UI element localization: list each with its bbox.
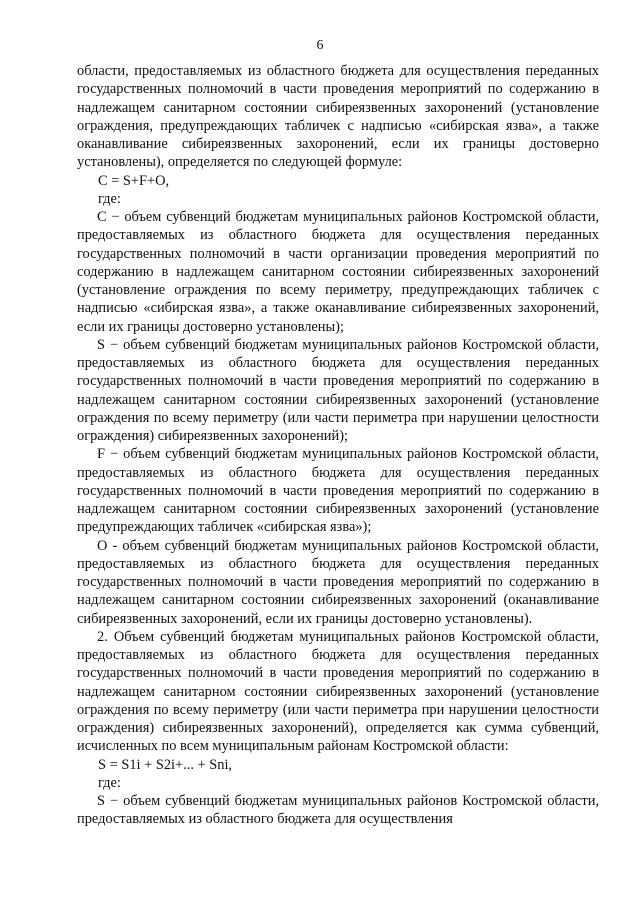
formula-total: С = S+F+O,: [98, 172, 170, 189]
definition-s: S − объем субвенций бюджетам муниципальных районов Костромской области, предоставляемых из областного бюджета для осуществления переданных государственных полномочий в части проведения мероприятий по содержанию в надлежащем санитарном состоянии сибиреязвенных захоронений (установление ограждения по всему периметру (или части периметра при нарушении целостности ограждения) сибиреязвенных захоронений);: [77, 336, 599, 444]
definition-f: F − объем субвенций бюджетам муниципальных районов Костромской области, предоставляемых из областного бюджета для осуществления переданных государственных полномочий в части проведения мероприятий по содержанию в надлежащем санитарном состоянии сибиреязвенных захоронений (установление предупреждающих табличек «сибирская язва»);: [77, 446, 599, 536]
formula-sum: S = S1i + S2i+... + Sni,: [98, 756, 233, 773]
where-label-2: где:: [98, 774, 121, 791]
definition-c: С − объем субвенций бюджетам муниципальных районов Костромской области, предоставляемых из областного бюджета для осуществления переданных государственных полномочий в части организации проведения мероприятий по содержанию в надлежащем санитарном состоянии сибиреязвенных захоронений (установление ограждения по всему периметру, предупреждающих табличек с надписью «сибирская язва», а также оканавливание сибиреязвенных захоронений, если их границы достоверно установлены);: [77, 209, 599, 335]
definition-o: О - объем субвенций бюджетам муниципальных районов Костромской области, предоставляемых из областного бюджета для осуществления переданных государственных полномочий в части проведения мероприятий по содержанию в надлежащем санитарном состоянии сибиреязвенных захоронений (оканавливание сибиреязвенных захоронений, если их границы достоверно установлены).: [77, 537, 599, 627]
page-number: 6: [316, 38, 324, 53]
paragraph-item-2: 2. Объем субвенций бюджетам муниципальных районов Костромской области, предоставляемых из областного бюджета для осуществления переданных государственных полномочий в части проведения мероприятий по содержанию в надлежащем санитарном состоянии сибиреязвенных захоронений (установление ограждения по всему периметру (или части периметра при нарушении целостности ограждения) сибиреязвенных захоронений), определяется как сумма субвенций, исчисленных по всем муниципальным районам Костромской области:: [77, 628, 599, 755]
document-body: [77, 62, 599, 829]
where-label: где:: [98, 190, 121, 207]
paragraph-intro: области, предоставляемых из областного бюджета для осуществления переданных государственных полномочий в части проведения мероприятий по содержанию в надлежащем санитарном состоянии сибиреязвенных захоронений (установление ограждения, предупреждающих табличек с надписью «сибирская язва», а также оканавливание сибиреязвенных захоронений, если их границы достоверно установлены), определяется по следующей формуле:: [77, 63, 599, 171]
definition-s-2: S − объем субвенций бюджетам муниципальных районов Костромской области, предоставляемых из областного бюджета для осуществления: [77, 793, 599, 828]
